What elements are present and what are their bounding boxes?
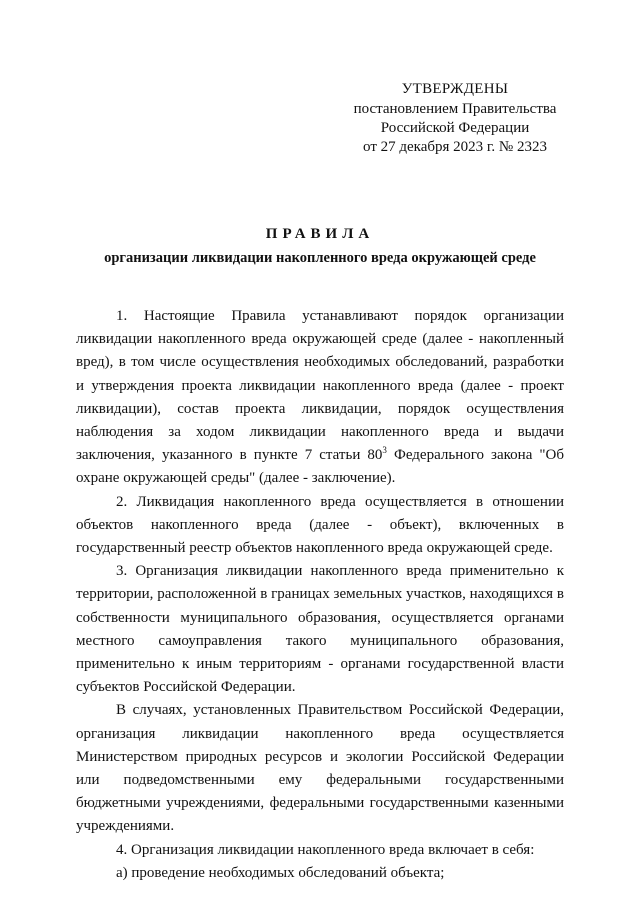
paragraph-1-text: 1. Настоящие Правила устанавливают порядок организации ликвидации накопленного вреда окружающей среде (далее - накопленный вред), в том числе осуществления необходимых обследований, разработки и утверждения проекта ликвидации накопленного вреда (далее - проект ликвидации), состав проекта ликвидации, порядок осуществления наблюдения за ходом ликвидации накопленного вреда и выдачи заключения, указанного в пункте 7 статьи 80 [76,308,564,464]
document-subtitle: организации ликвидации накопленного вреда окружающей среде [104,250,536,266]
paragraph-5: 4. Организация ликвидации накопленного вреда включает в себя: [116,841,535,858]
paragraph-1-superscript: 3 [382,445,387,456]
paragraph-3: 3. Организация ликвидации накопленного вреда применительно к территории, расположенной в границах земельных участков, находящихся в собственности муниципального образования, осуществляется органами местного самоуправления такого муниципального образования, применительно к иным территориям - органами государственной власти субъектов Российской Федерации. [76,563,564,696]
approval-line-3: от 27 декабря 2023 г. № 2323 [363,139,547,155]
document-title: ПРАВИЛА [265,226,375,242]
paragraph-1-text-end: Федерального закона "Об охране окружающей среды" (далее - заключение). [76,447,565,487]
approval-line-2: Российской Федерации [380,120,530,136]
paragraph-1 [76,305,564,491]
document-body [76,305,564,885]
paragraph-2: 2. Ликвидация накопленного вреда осуществляется в отношении объектов накопленного вреда (далее - объект), включенных в государственный реестр объектов накопленного вреда окружающей среде. [76,493,564,557]
approval-block [330,80,580,157]
paragraph-4: В случаях, установленных Правительством Российской Федерации, организация ликвидации накопленного вреда осуществляется Министерством природных ресурсов и экологии Российской Федерации или подведомственными ему федеральными государственными бюджетными учреждениями, федеральными государственными казенными учреждениями. [76,702,564,835]
approval-heading: УТВЕРЖДЕНЫ [401,81,509,97]
approval-line-1: постановлением Правительства [353,101,557,117]
paragraph-6: а) проведение необходимых обследований объекта; [116,864,445,881]
